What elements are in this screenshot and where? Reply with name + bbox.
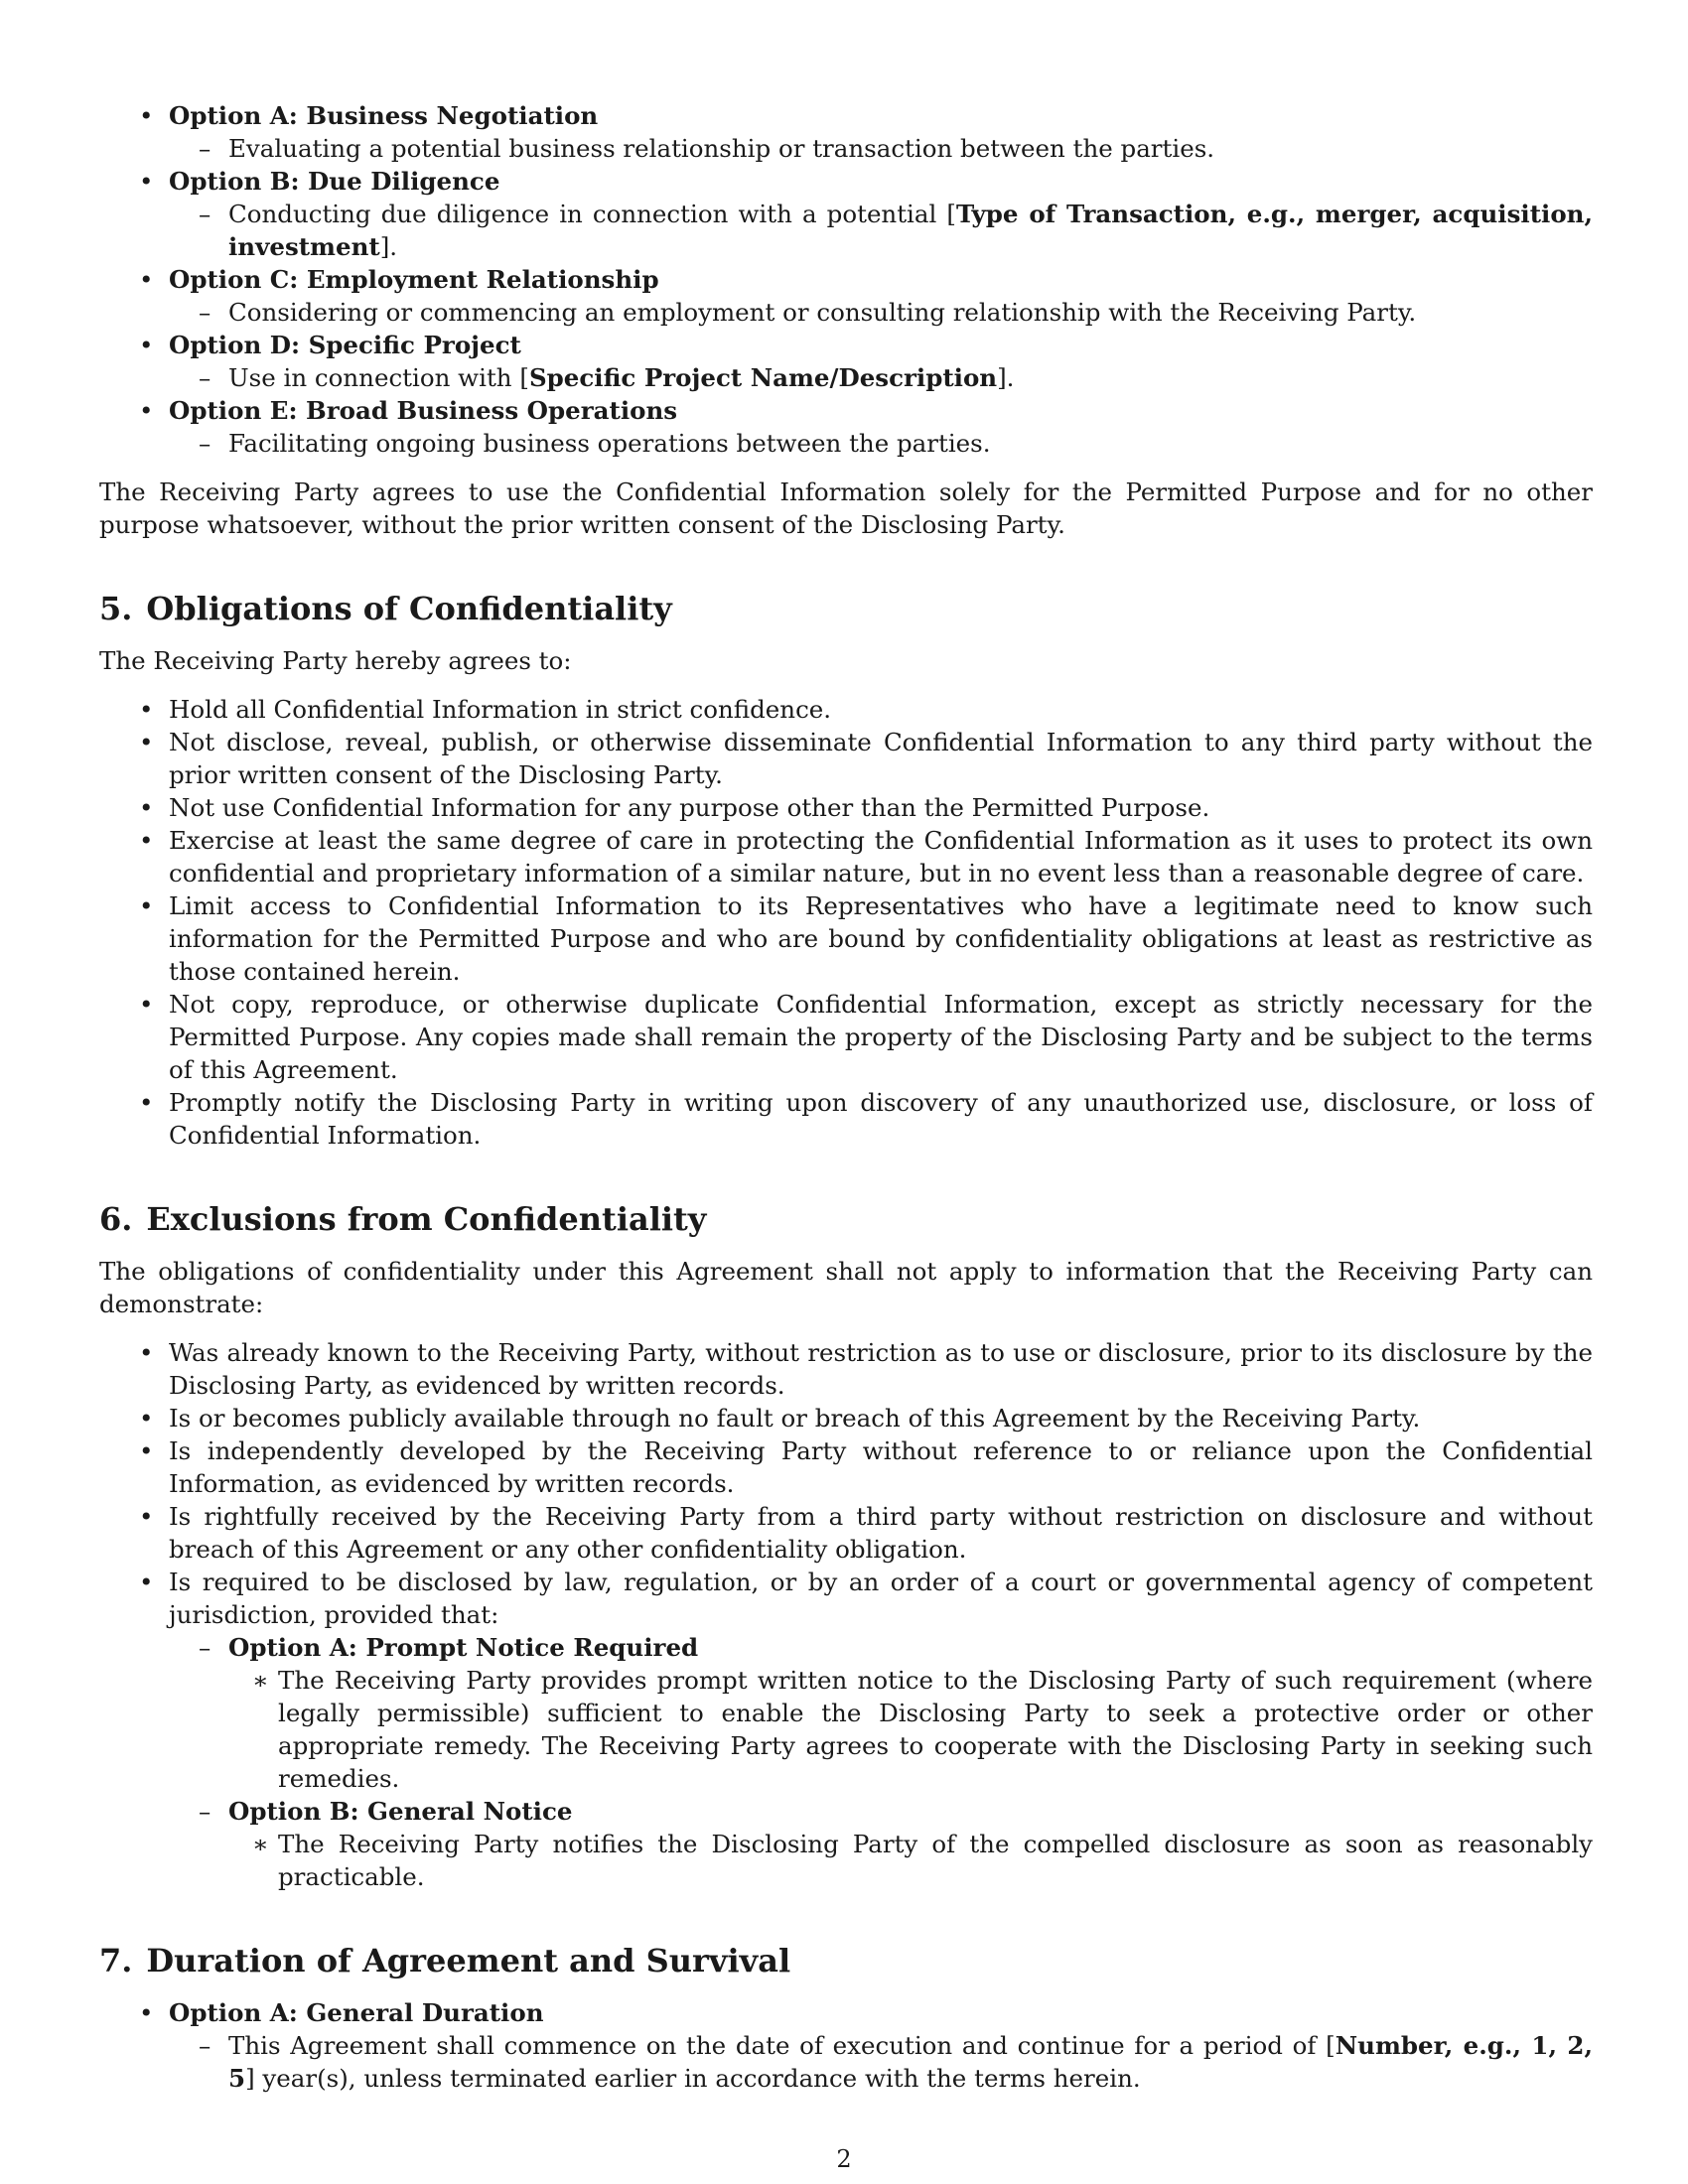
- placeholder-field: Specific Project Name/Description: [528, 363, 998, 392]
- option-description: – Use in connection with [Specific Project Name/Description].: [169, 361, 1593, 394]
- option-description: – Facilitating ongoing business operations between the parties.: [169, 427, 1593, 460]
- list-item: • Is rightfully received by the Receiving Party from a third party without restriction on disclosure and without breach of this Agreement or any other confidentiality obligation.: [99, 1500, 1593, 1566]
- purpose-options-list: [99, 99, 1593, 460]
- list-item: • Promptly notify the Disclosing Party in writing upon discovery of any unauthorized use, disclosure, or loss of Confidential Information.: [99, 1086, 1593, 1152]
- list-item: • Not use Confidential Information for any purpose other than the Permitted Purpose.: [99, 791, 1593, 824]
- section-6-heading: 6. Exclusions from Confidentiality: [99, 1200, 707, 1238]
- purpose-closing-paragraph: The Receiving Party agrees to use the Confidential Information solely for the Permitted Purpose and for no other purpose whatsoever, without the prior written consent of the Disclosing Party.: [99, 478, 1593, 539]
- option-title: Option A: General Duration: [169, 1998, 544, 2027]
- exclusions-list: [99, 1336, 1593, 1893]
- section-6-intro: The obligations of confidentiality under this Agreement shall not apply to information that the Receiving Party can demonstrate:: [99, 1257, 1593, 1318]
- list-item: • Exercise at least the same degree of care in protecting the Confidential Information as it uses to protect its own confidential and proprietary information of a similar nature, but in no event less than a reasonable degree of care.: [99, 824, 1593, 889]
- placeholder-field: Number, e.g., 1, 2, 5: [228, 2031, 1593, 2093]
- list-item: [99, 165, 1593, 263]
- list-item: • Not copy, reproduce, or otherwise duplicate Confidential Information, except as strictly necessary for the Permitted Purpose. Any copies made shall remain the property of the Disclosing Party and be subject to the terms of this Agreement.: [99, 988, 1593, 1086]
- list-item: • Is required to be disclosed by law, regulation, or by an order of a court or governmental agency of competent jurisdiction, provided that: – Option A: Prompt Notice Required ∗ The Receiving Party provides prompt written notice to the Disclosing Party of such requirement (where legally permissible) sufficient to enable the Disclosing Party to seek a protective order or other appropriate remedy. The Receiving Party agrees to cooperate with the Disclosing Party in seeking such remedies. – Option B: General Notice ∗ The Receiving Party notifies the Disclosing Party of the compelled disclosure as soon as reasonably practicable.: [99, 1566, 1593, 1893]
- option-title: Option A: Prompt Notice Required: [228, 1633, 699, 1662]
- placeholder-field: Type of Transaction, e.g., merger, acquisition, investment: [228, 200, 1594, 261]
- option-title: Option D: Specific Project: [169, 331, 521, 359]
- option-description: – This Agreement shall commence on the date of execution and continue for a period of [Number, e.g., 1, 2, 5] year(s), unless terminated earlier in accordance with the terms herein.: [169, 2029, 1593, 2095]
- list-item: • Limit access to Confidential Information to its Representatives who have a legitimate need to know such information for the Permitted Purpose and who are bound by confidentiality obligations at least as restrictive as those contained herein.: [99, 889, 1593, 988]
- list-item: [99, 99, 1593, 165]
- section-5-heading: 5. Obligations of Confidentiality: [99, 590, 672, 627]
- list-item: • Not disclose, reveal, publish, or otherwise disseminate Confidential Information to any third party without the prior written consent of the Disclosing Party.: [99, 726, 1593, 791]
- page-number: 2: [836, 2145, 852, 2173]
- list-item: [99, 1996, 1593, 2095]
- option-description: ∗ The Receiving Party notifies the Disclosing Party of the compelled disclosure as soon as reasonably practicable.: [228, 1828, 1593, 1893]
- list-item: [99, 329, 1593, 394]
- page-content: [99, 99, 1593, 2095]
- option-description: ∗ The Receiving Party provides prompt written notice to the Disclosing Party of such requirement (where legally permissible) sufficient to enable the Disclosing Party to seek a protective order or other appropriate remedy. The Receiving Party agrees to cooperate with the Disclosing Party in seeking such remedies.: [228, 1664, 1593, 1795]
- section-5-intro: The Receiving Party hereby agrees to:: [99, 646, 572, 675]
- section-7-heading: 7. Duration of Agreement and Survival: [99, 1942, 791, 1979]
- list-item: • Is independently developed by the Receiving Party without reference to or reliance upon the Confidential Information, as evidenced by written records.: [99, 1434, 1593, 1500]
- list-item: • Is or becomes publicly available through no fault or breach of this Agreement by the Receiving Party.: [99, 1402, 1593, 1434]
- list-item: [99, 263, 1593, 329]
- option-description: – Evaluating a potential business relationship or transaction between the parties.: [169, 132, 1593, 165]
- option-title: Option A: Business Negotiation: [169, 101, 599, 130]
- list-item: [169, 1631, 1593, 1795]
- option-title: Option B: General Notice: [228, 1797, 573, 1826]
- notice-options-list: [169, 1631, 1593, 1893]
- option-title: Option C: Employment Relationship: [169, 265, 659, 294]
- option-title: Option B: Due Diligence: [169, 167, 500, 196]
- list-item: [99, 394, 1593, 460]
- option-description: – Conducting due diligence in connection with a potential [Type of Transaction, e.g., merger, acquisition, investment].: [169, 198, 1593, 263]
- list-item: • Hold all Confidential Information in strict confidence.: [99, 693, 1593, 726]
- list-item: • Was already known to the Receiving Party, without restriction as to use or disclosure, prior to its disclosure by the Disclosing Party, as evidenced by written records.: [99, 1336, 1593, 1402]
- option-title: Option E: Broad Business Operations: [169, 396, 678, 425]
- option-description: – Considering or commencing an employment or consulting relationship with the Receiving Party.: [169, 296, 1593, 329]
- list-item: [169, 1795, 1593, 1893]
- duration-options-list: [99, 1996, 1593, 2095]
- obligations-list: [99, 693, 1593, 1152]
